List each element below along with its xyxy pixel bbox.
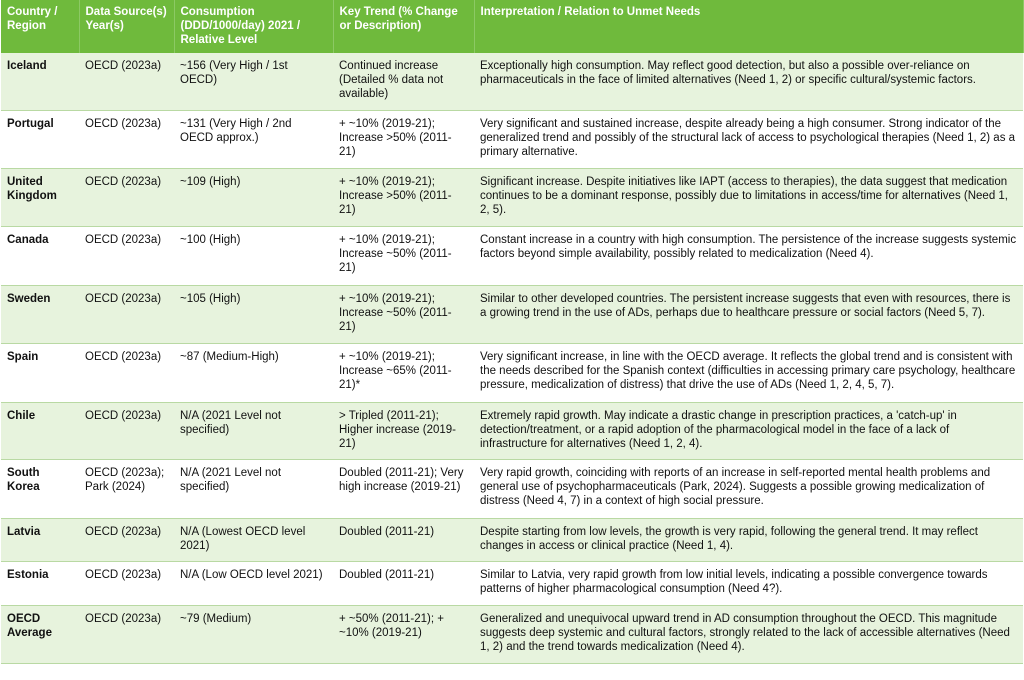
country-cell: South Korea xyxy=(1,459,79,518)
trend-cell: + ~10% (2019-21); Increase >50% (2011-21) xyxy=(333,110,474,168)
source-cell: OECD (2023a) xyxy=(79,561,174,605)
interpretation-cell: Similar to Latvia, very rapid growth from low initial levels, indicating a possible convergence towards patterns of higher pharmacological consumption (Need 4?). xyxy=(474,561,1023,605)
source-cell: OECD (2023a); Park (2024) xyxy=(79,459,174,518)
trend-cell: Doubled (2011-21) xyxy=(333,518,474,561)
source-cell: OECD (2023a) xyxy=(79,226,174,285)
trend-cell: + ~10% (2019-21); Increase >50% (2011-21) xyxy=(333,168,474,226)
consumption-cell: ~79 (Medium) xyxy=(174,605,333,663)
source-cell: OECD (2023a) xyxy=(79,53,174,110)
source-cell: OECD (2023a) xyxy=(79,285,174,343)
interpretation-cell: Significant increase. Despite initiatives like IAPT (access to therapies), the data suggest that medication continues to be a dominant response, possibly due to limitations in access/time for alternatives (Need 1, 2, 5). xyxy=(474,168,1023,226)
consumption-cell: N/A (2021 Level not specified) xyxy=(174,402,333,459)
country-cell: Chile xyxy=(1,402,79,459)
consumption-cell: ~100 (High) xyxy=(174,226,333,285)
table-row xyxy=(1,402,1023,459)
source-cell: OECD (2023a) xyxy=(79,402,174,459)
consumption-cell: N/A (Low OECD level 2021) xyxy=(174,561,333,605)
trend-cell: > Tripled (2011-21); Higher increase (2019-21) xyxy=(333,402,474,459)
interpretation-cell: Constant increase in a country with high consumption. The persistence of the increase suggests systemic factors beyond simple availability, possibly related to medicalization (Need 4). xyxy=(474,226,1023,285)
country-cell: Sweden xyxy=(1,285,79,343)
country-cell: Estonia xyxy=(1,561,79,605)
header-interpretation: Interpretation / Relation to Unmet Needs xyxy=(474,0,1023,53)
table-row xyxy=(1,110,1023,168)
table-row xyxy=(1,53,1023,110)
trend-cell: + ~10% (2019-21); Increase ~50% (2011-21) xyxy=(333,226,474,285)
table-row xyxy=(1,605,1023,663)
trend-cell: Doubled (2011-21) xyxy=(333,561,474,605)
interpretation-cell: Very rapid growth, coinciding with reports of an increase in self-reported mental health problems and general use of psychopharmaceuticals (Park, 2024). Suggests a possible growing medicalization of distress (Need 4, 7) in a context of high social pressure. xyxy=(474,459,1023,518)
consumption-cell: ~131 (Very High / 2nd OECD approx.) xyxy=(174,110,333,168)
country-cell: OECD Average xyxy=(1,605,79,663)
country-cell: Latvia xyxy=(1,518,79,561)
trend-cell: + ~10% (2019-21); Increase ~65% (2011-21)* xyxy=(333,343,474,402)
interpretation-cell: Extremely rapid growth. May indicate a drastic change in prescription practices, a 'catch-up' in detection/treatment, or a rapid adoption of the pharmacological model in the face of a lack of infrastructure for alternatives (Need 1, 2, 4). xyxy=(474,402,1023,459)
table-row xyxy=(1,518,1023,561)
trend-cell: Doubled (2011-21); Very high increase (2019-21) xyxy=(333,459,474,518)
country-cell: Spain xyxy=(1,343,79,402)
interpretation-cell: Similar to other developed countries. The persistent increase suggests that even with resources, there is a growing trend in the use of ADs, perhaps due to healthcare pressure or social factors (Need 5, 7). xyxy=(474,285,1023,343)
interpretation-cell: Exceptionally high consumption. May reflect good detection, but also a possible over-reliance on pharmaceuticals in the face of limited alternatives (Need 1, 2) or specific cultural/systemic factors. xyxy=(474,53,1023,110)
trend-cell: Continued increase (Detailed % data not available) xyxy=(333,53,474,110)
consumption-cell: ~87 (Medium-High) xyxy=(174,343,333,402)
consumption-cell: ~105 (High) xyxy=(174,285,333,343)
source-cell: OECD (2023a) xyxy=(79,110,174,168)
source-cell: OECD (2023a) xyxy=(79,518,174,561)
header-country: Country / Region xyxy=(1,0,79,53)
consumption-cell: ~109 (High) xyxy=(174,168,333,226)
trend-cell: + ~50% (2011-21); + ~10% (2019-21) xyxy=(333,605,474,663)
interpretation-cell: Despite starting from low levels, the growth is very rapid, following the general trend. It may reflect changes in access or clinical practice (Need 1, 4). xyxy=(474,518,1023,561)
interpretation-cell: Very significant increase, in line with the OECD average. It reflects the global trend and is consistent with the needs described for the Spanish context (difficulties in accessing primary care psychology, healthcare pressure, medicalization of distress) that drive the use of ADs (Need 1, 2, 4, 5, 7). xyxy=(474,343,1023,402)
table-row xyxy=(1,459,1023,518)
consumption-cell: N/A (Lowest OECD level 2021) xyxy=(174,518,333,561)
table-row xyxy=(1,285,1023,343)
header-consumption: Consumption (DDD/1000/day) 2021 / Relative Level xyxy=(174,0,333,53)
table-row xyxy=(1,561,1023,605)
table-row xyxy=(1,226,1023,285)
trend-cell: + ~10% (2019-21); Increase ~50% (2011-21) xyxy=(333,285,474,343)
source-cell: OECD (2023a) xyxy=(79,605,174,663)
source-cell: OECD (2023a) xyxy=(79,168,174,226)
interpretation-cell: Very significant and sustained increase, despite already being a high consumer. Strong indicator of the generalized trend and possibly of the structural lack of access to psychological therapies (Need 1, 2) as a primary alternative. xyxy=(474,110,1023,168)
interpretation-cell: Generalized and unequivocal upward trend in AD consumption throughout the OECD. This magnitude suggests deep systemic and cultural factors, strongly related to the lack of accessible alternatives (Need 1, 2) and the trend towards medicalization (Need 4). xyxy=(474,605,1023,663)
header-trend: Key Trend (% Change or Description) xyxy=(333,0,474,53)
antidepressant-consumption-table xyxy=(1,0,1024,664)
country-cell: Iceland xyxy=(1,53,79,110)
country-cell: United Kingdom xyxy=(1,168,79,226)
country-cell: Portugal xyxy=(1,110,79,168)
consumption-cell: ~156 (Very High / 1st OECD) xyxy=(174,53,333,110)
country-cell: Canada xyxy=(1,226,79,285)
table-row xyxy=(1,343,1023,402)
header-row xyxy=(1,0,1023,53)
header-source: Data Source(s) Year(s) xyxy=(79,0,174,53)
consumption-cell: N/A (2021 Level not specified) xyxy=(174,459,333,518)
table-row xyxy=(1,168,1023,226)
source-cell: OECD (2023a) xyxy=(79,343,174,402)
